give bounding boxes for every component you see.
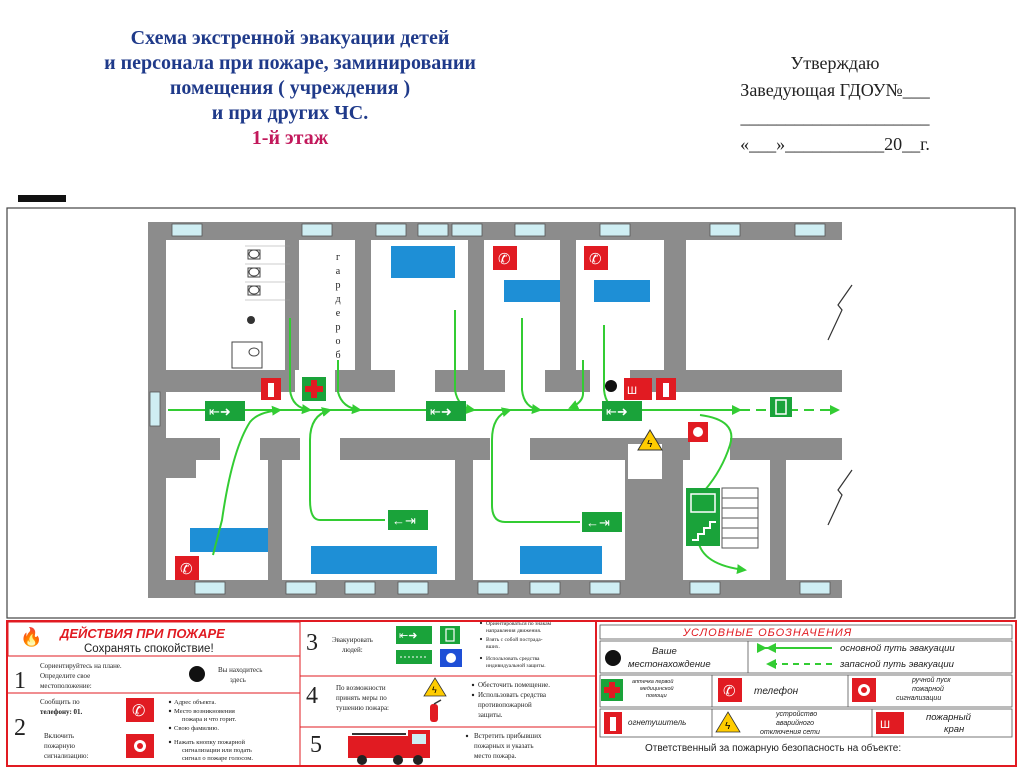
svg-text:ϟ: ϟ	[647, 439, 653, 450]
fire-hydrant-icon	[876, 712, 904, 734]
legend-label: аптечка первой	[632, 679, 674, 685]
phone-icon	[584, 246, 608, 270]
step-bullet: Свою фамилию.	[174, 725, 219, 732]
legend-label: аварийного	[776, 720, 814, 727]
step-note: здесь	[230, 676, 246, 684]
step-bullet: место пожара.	[474, 752, 517, 760]
stairs	[722, 488, 758, 548]
actions-title: ДЕЙСТВИЯ ПРИ ПОЖАРЕ	[60, 626, 225, 641]
you-are-here-icon	[605, 650, 621, 666]
legend-label: пожарной	[912, 686, 944, 693]
exit-door-icon	[440, 626, 460, 644]
legend-label: телефон	[754, 686, 799, 697]
approve-line: Заведующая ГДОУ№___	[740, 80, 930, 100]
step-bullet: защиты.	[478, 711, 503, 719]
drain-icon	[247, 316, 255, 324]
fire-hydrant-icon	[624, 378, 652, 400]
step-text: Сообщить по	[40, 698, 80, 706]
legend-label: устройство	[776, 711, 818, 718]
step-text: По возможности	[336, 684, 386, 692]
step-number: 5	[310, 732, 322, 758]
step-bullet: Использовать средства	[486, 656, 540, 662]
actions-subtitle: Сохранять спокойствие!	[84, 643, 214, 655]
step-text: принять меры по	[336, 694, 387, 702]
step-text: местоположение:	[40, 682, 92, 690]
approve-line: _____________________	[740, 107, 930, 127]
floor-label: 1-й этаж	[251, 127, 329, 149]
title-line: и персонала при пожаре, заминировании	[104, 52, 476, 74]
responsible-label: Ответственный за пожарную безопасность на объекте:	[645, 743, 902, 754]
you-are-here-icon	[605, 380, 617, 392]
svg-text:Ш: Ш	[627, 385, 638, 397]
step-text: Сориентируйтесь на плане.	[40, 662, 122, 670]
svg-text:✆: ✆	[589, 251, 602, 268]
manual-alarm-icon	[852, 678, 876, 702]
exit-sign-icon	[426, 401, 466, 421]
exit-sign-icon	[582, 512, 622, 532]
exit-door-icon	[770, 397, 792, 417]
step-text: телефону: 01.	[40, 708, 83, 716]
corner-mark	[18, 195, 66, 202]
legend-label: ручной пуск	[912, 677, 951, 684]
step-bullet: сигнал о пожаре голосом.	[182, 755, 253, 762]
extinguisher-icon	[604, 712, 622, 734]
step-bullet: Адрес объекта.	[174, 699, 216, 706]
you-are-here-icon	[189, 666, 205, 682]
phone-icon	[175, 556, 199, 580]
fire-icon: 🔥	[20, 627, 43, 647]
svg-text:⇤➜: ⇤➜	[399, 630, 418, 642]
step-text: пожарную	[44, 742, 75, 750]
legend-label: сигнализации	[896, 695, 942, 702]
step-bullet: Встретить прибывших	[474, 732, 542, 740]
legend-label: медицинской	[640, 686, 674, 692]
legend-label: Ваше	[652, 646, 677, 657]
manual-alarm-icon	[688, 422, 708, 442]
step-bullet: Место возникновения	[174, 708, 235, 715]
legend-label: кран	[944, 724, 965, 735]
extinguisher-icon	[261, 378, 281, 400]
wardrobe-letter: а	[335, 266, 341, 277]
first-aid-icon	[601, 679, 623, 701]
step-text: Эвакуировать	[332, 636, 373, 644]
first-aid-icon	[302, 377, 326, 401]
approve-line: Утверждаю	[790, 53, 880, 73]
step-number: 4	[306, 683, 318, 709]
svg-text:⇤➜: ⇤➜	[430, 404, 452, 419]
title-line: Схема экстренной эвакуации детей	[130, 27, 450, 49]
svg-text:✆: ✆	[180, 561, 193, 578]
step-bullet: индивидуальной защиты.	[486, 663, 546, 669]
svg-text:✆: ✆	[723, 683, 736, 700]
step-text: тушению пожара:	[336, 704, 390, 712]
step-number: 1	[14, 668, 26, 694]
wardrobe-letter: г	[335, 252, 341, 263]
legend-label: помощи	[646, 693, 667, 699]
svg-text:←⇥: ←⇥	[392, 513, 416, 528]
exit-sign-icon	[205, 401, 245, 421]
step-bullet: Обесточить помещение.	[478, 681, 550, 689]
step-bullet: вших.	[486, 644, 500, 650]
phone-icon	[126, 698, 154, 722]
step-number: 2	[14, 715, 26, 741]
exit-sign-icon	[396, 626, 432, 644]
wardrobe-letter: р	[335, 322, 341, 333]
gas-mask-icon	[440, 649, 462, 667]
legend-label: отключения сети	[760, 729, 820, 736]
svg-text:ϟ: ϟ	[432, 685, 437, 695]
wardrobe-letter: е	[335, 308, 341, 319]
exit-sign-icon	[388, 510, 428, 530]
svg-text:←⇥: ←⇥	[586, 515, 610, 530]
step-text: Определите свое	[40, 672, 91, 680]
wardrobe-letter: б	[335, 350, 341, 361]
step-bullet: Ориентироваться по знакам	[486, 621, 552, 627]
exit-sign-icon	[602, 401, 642, 421]
svg-text:✆: ✆	[132, 703, 146, 720]
step-bullet: пожара и что горит.	[182, 716, 237, 723]
manual-alarm-icon	[126, 734, 154, 758]
legend-label: местонахождение	[628, 659, 711, 670]
legend-label: пожарный	[926, 712, 971, 723]
step-bullet: Взять с собой пострада-	[486, 637, 543, 643]
wardrobe-letter: р	[335, 280, 341, 291]
step-number: 3	[306, 630, 318, 656]
legend-label: огнетушитель	[628, 718, 687, 727]
step-bullet: Использовать средства	[478, 691, 547, 699]
step-bullet: противопожарной	[478, 701, 532, 709]
legend-panel	[596, 621, 1016, 766]
svg-text:⇤➜: ⇤➜	[606, 404, 628, 419]
corridor-sign-icon	[396, 650, 432, 664]
step-bullet: направления движения.	[486, 628, 542, 634]
title-line: помещения ( учреждения )	[169, 77, 411, 99]
legend-label: основной путь эвакуации	[840, 643, 955, 654]
wardrobe-letter: д	[335, 294, 341, 305]
extinguisher-icon	[656, 378, 676, 400]
step-text: людей:	[342, 646, 363, 654]
legend-label: запасной путь эвакуации	[840, 659, 954, 670]
legend-title: УСЛОВНЫЕ ОБОЗНАЧЕНИЯ	[683, 627, 853, 639]
stairs-exit-icon	[686, 488, 720, 546]
approve-line: «___»___________20__г.	[740, 134, 930, 154]
svg-text:Ш: Ш	[880, 719, 891, 731]
actions-panel	[7, 621, 596, 766]
step-bullet: Нажать кнопку пожарной	[174, 739, 245, 746]
step-text: сигнализацию:	[44, 752, 89, 760]
wardrobe-letter: о	[335, 336, 341, 347]
step-bullet: пожарных и указать	[474, 742, 534, 750]
svg-text:✆: ✆	[498, 251, 511, 268]
step-text: Включить	[44, 732, 75, 740]
svg-text:ϟ: ϟ	[725, 721, 731, 732]
phone-icon	[493, 246, 517, 270]
step-note: Вы находитесь	[218, 666, 263, 674]
title-line: и при других ЧС.	[211, 102, 369, 124]
step-bullet: сигнализации или подать	[182, 747, 252, 754]
phone-icon	[718, 678, 742, 702]
svg-text:⇤➜: ⇤➜	[209, 404, 231, 419]
